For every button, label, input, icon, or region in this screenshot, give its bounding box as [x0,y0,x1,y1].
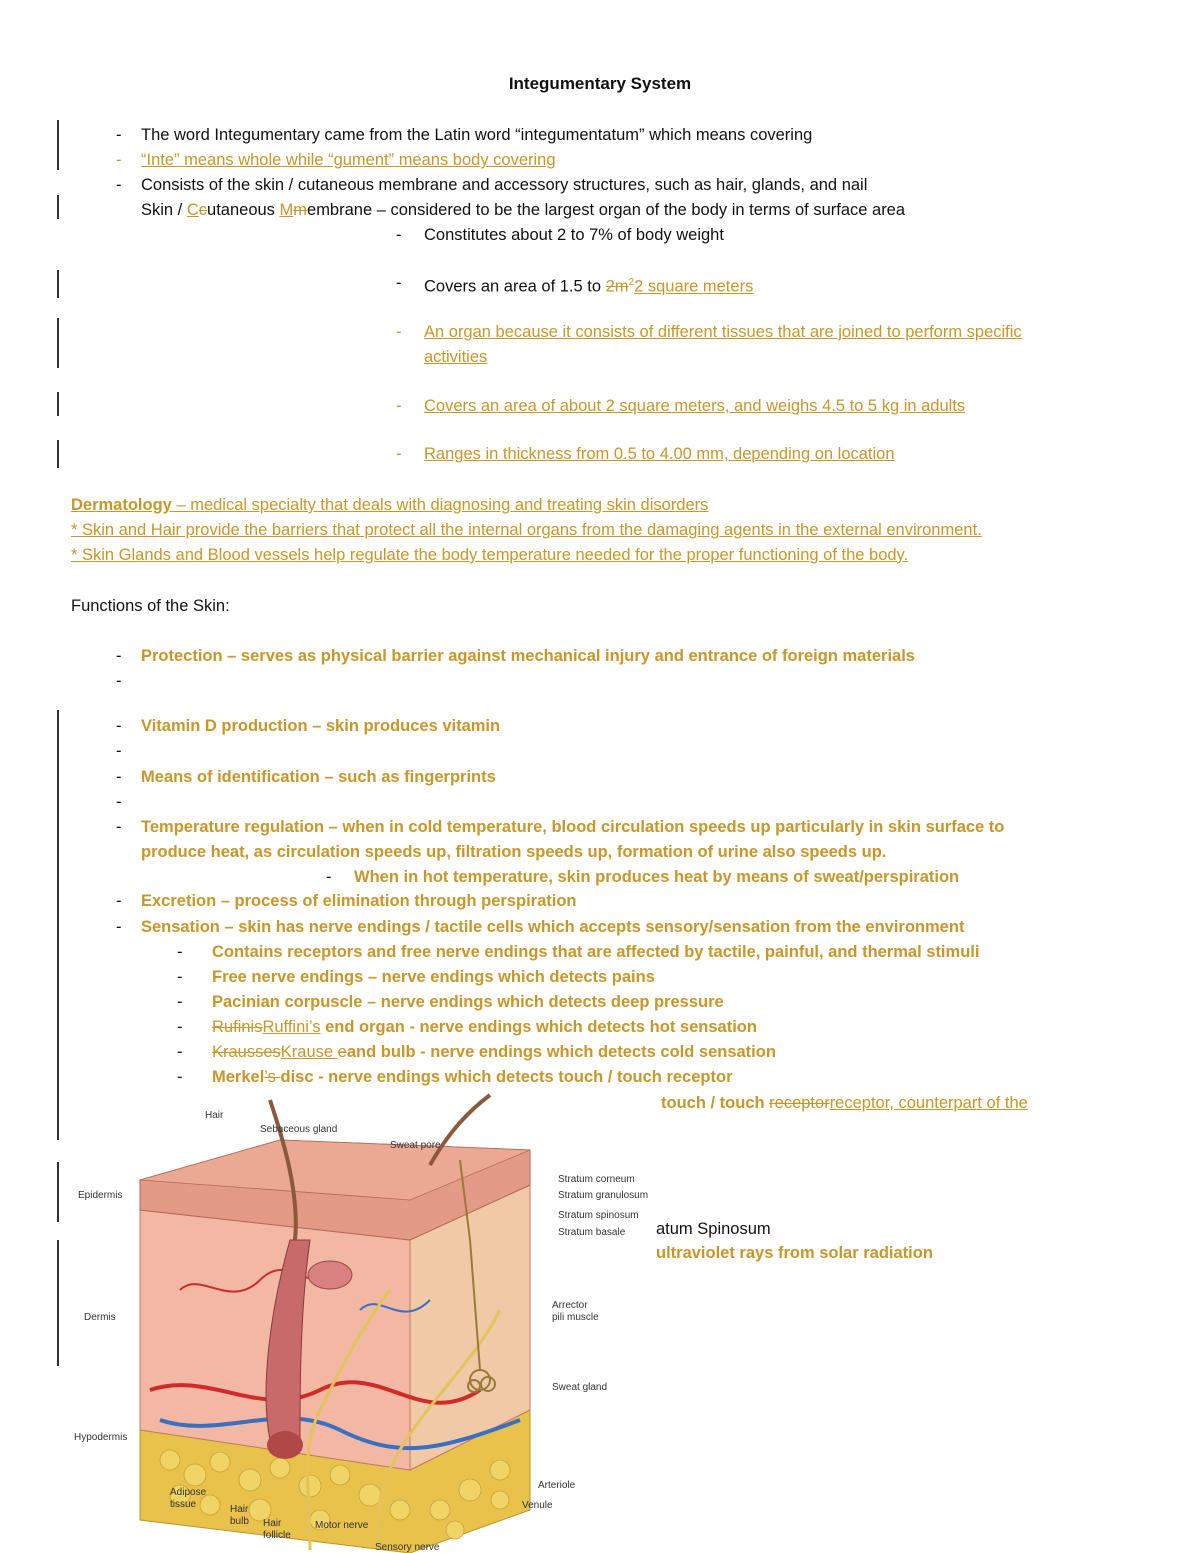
label-dermis: Dermis [84,1312,116,1323]
label-sebaceous-gland: Sebaceous gland [260,1124,338,1135]
label-sweat-gland: Sweat gland [552,1382,608,1393]
label-sweat-pore: Sweat pore [390,1140,441,1151]
label-stratum-spinosum: Stratum spinosum [558,1210,639,1221]
bullet: - [177,1068,183,1086]
bullet: - [116,176,122,194]
text-run: Skin / [141,201,187,219]
deleted-text: receptor [769,1094,830,1112]
label-hair: Hair [205,1110,224,1121]
bullet: - [396,397,402,415]
text-line: An organ because it consists of different tissues that are joined to perform specific [424,323,1022,341]
bullet: - [116,672,122,690]
bullet: - [116,818,122,836]
inserted-text: Ruffini’s [262,1018,321,1036]
text-line: Temperature regulation – when in cold temperature, blood circulation speeds up particularly in skin surface to [141,818,1005,836]
bullet: - [396,445,402,463]
bullet: - [177,1043,183,1061]
change-bar [57,440,59,468]
text-line: * Skin Glands and Blood vessels help regulate the body temperature needed for the proper functioning of the body. [71,546,909,564]
label-stratum-basale: Stratum basale [558,1227,626,1238]
bullet: - [116,126,122,144]
bullet: - [177,943,183,961]
text-line [212,1017,757,1037]
bullet: - [116,793,122,811]
label-sensory-nerve: Sensory nerve [375,1542,440,1553]
sebaceous-gland [308,1261,352,1289]
inserted-text: M [279,201,294,219]
text-line: Constitutes about 2 to 7% of body weight [424,226,724,244]
bullet: - [396,274,402,292]
text-line: Free nerve endings – nerve endings which detects pains [212,968,655,986]
text-line: “Inte” means whole while “gument” means body covering [141,151,556,169]
bullet: - [177,993,183,1011]
text-run: touch / touch [661,1094,770,1112]
label-hypodermis: Hypodermis [74,1432,128,1443]
text-line: Contains receptors and free nerve endings that are affected by tactile, painful, and thermal stimuli [212,943,980,961]
inserted-text: Krause [280,1043,338,1061]
label-hair-bulb: Hair [230,1504,249,1515]
text-line: Vitamin D production – skin produces vitamin [141,717,501,735]
text-line: Sensation – skin has nerve endings / tactile cells which accepts sensory/sensation from the environment [141,918,965,936]
change-bar [57,120,59,150]
text-run: utaneous [207,201,280,219]
bullet: - [116,717,122,735]
label-motor-nerve: Motor nerve [315,1520,369,1531]
text-line: activities [424,348,488,366]
bullet: - [177,1018,183,1036]
document-title: Integumentary System [508,74,692,93]
label-tissue: tissue [170,1499,197,1510]
bullet: - [116,918,122,936]
change-bar [57,1162,59,1222]
inserted-text: C [186,201,199,219]
label-adipose: Adipose [170,1487,207,1498]
change-bar [57,195,59,219]
section-heading: Functions of the Skin: [71,597,230,615]
text-fragment: ultraviolet rays from solar radiation [656,1244,933,1262]
label-stratum-granulosum: Stratum granulosum [558,1190,649,1201]
text-line [212,1067,733,1087]
text-run: embrane – considered to be the largest organ of the body in terms of surface area [307,201,906,219]
label-venule: Venule [522,1500,553,1511]
bullet: - [116,151,122,169]
change-bar [57,318,59,368]
inserted-text: receptor, counterpart of the [829,1094,1028,1112]
change-bar [57,1240,59,1366]
text-run: and bulb - nerve endings which detects cold sensation [346,1043,776,1061]
bullet: - [396,323,402,341]
change-bar [57,270,59,298]
term: Dermatology [71,496,172,514]
text-line [212,1042,776,1062]
text-run: end organ - nerve endings which detects hot sensation [320,1018,757,1036]
change-bar [57,392,59,416]
text-line: Pacinian corpuscle – nerve endings which detects deep pressure [212,993,724,1011]
deleted-text: Krausses [212,1043,281,1061]
inserted-text: 2 square meters [634,277,754,296]
bullet: - [116,742,122,760]
label-hair-follicle-2: follicle [263,1530,291,1541]
text-fragment: atum Spinosum [656,1220,771,1238]
label-stratum-corneum: Stratum corneum [558,1174,635,1185]
text-run: Covers an area of 1.5 to [424,277,606,296]
text-line: Protection – serves as physical barrier against mechanical injury and entrance of foreign materials [141,647,915,665]
text-line [424,273,753,297]
label-hair-follicle: Hair [263,1518,282,1529]
text-line: Ranges in thickness from 0.5 to 4.00 mm, depending on location [424,445,895,463]
hair-bulb [267,1431,303,1459]
change-bar [57,148,59,170]
deleted-text: e [337,1043,347,1061]
bullet: - [116,768,122,786]
deleted-text: ’s [264,1068,281,1086]
deleted-text: Rufinis [212,1018,263,1036]
text-line [71,495,708,515]
text-line: When in hot temperature, skin produces heat by means of sweat/perspiration [354,868,960,886]
text-line: The word Integumentary came from the Latin word “integumentatum” which means covering [141,126,813,144]
text-line: Covers an area of about 2 square meters, and weighs 4.5 to 5 kg in adults [424,397,966,415]
text-line: * Skin and Hair provide the barriers that protect all the internal organs from the damaging agents in the external environment. [71,521,982,539]
superscript: 2 [628,277,635,288]
bullet: - [326,868,332,886]
deleted-text: 2m [605,277,629,296]
deleted-text: c [198,201,208,219]
label-hair-bulb-2: bulb [230,1516,249,1527]
bullet: - [396,226,402,244]
text-line: produce heat, as circulation speeds up, filtration speeds up, formation of urine also speeds up. [141,843,887,861]
label-arrector: Arrector [552,1300,588,1311]
text-line [661,1093,1028,1113]
text-line: Consists of the skin / cutaneous membrane and accessory structures, such as hair, glands, and nail [141,176,868,194]
label-pili-muscle: pili muscle [552,1312,599,1323]
deleted-text: m [293,201,308,219]
text-line: Excretion – process of elimination through perspiration [141,892,577,910]
label-epidermis: Epidermis [78,1190,123,1201]
label-arteriole: Arteriole [538,1480,576,1491]
text-run: Merkel [212,1068,265,1086]
change-bar [57,710,59,1140]
text-line: Means of identification – such as fingerprints [141,768,496,786]
bullet: - [116,647,122,665]
skin-cross-section-illustration [60,1090,660,1553]
bullet: - [116,892,122,910]
text-line [141,200,905,220]
bullet: - [177,968,183,986]
text-run: disc - nerve endings which detects touch / touch receptor [280,1068,733,1086]
text-run: – medical specialty that deals with diagnosing and treating skin disorders [171,496,709,514]
